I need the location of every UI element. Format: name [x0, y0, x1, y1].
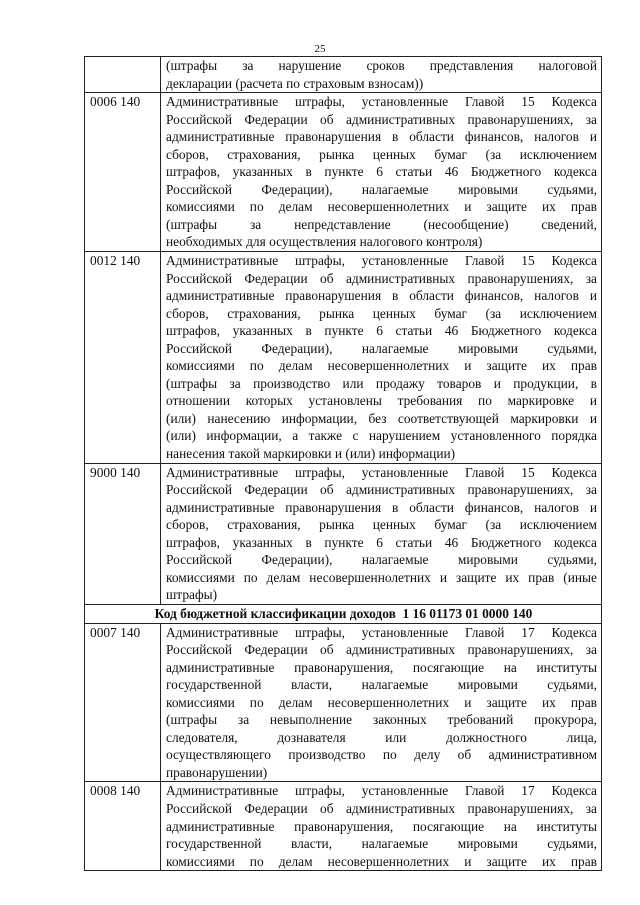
description-line: сборов, страхования, рынка ценных бумаг (за исключением — [166, 305, 597, 321]
section-code: 1 16 01173 01 0000 140 — [402, 605, 533, 621]
description-line: (штрафы за производство или продажу товаров и продукции, в — [166, 375, 597, 391]
description-line: нанесения такой маркировки и (или) информации) — [166, 446, 456, 462]
table-row — [85, 93, 602, 252]
description-line: комиссиями по делам несовершеннолетних и защите их прав (иные — [166, 569, 597, 585]
description-line: сборов, страхования, рынка ценных бумаг (за исключением — [166, 146, 597, 162]
description-line: штрафов, указанных в пункте 6 статьи 46 Бюджетного кодекса — [166, 164, 597, 180]
description-line: государственной власти, налагаемые мировыми судьями, — [166, 836, 597, 852]
description-line: комиссиями по делам несовершеннолетних и защите их прав — [166, 199, 597, 215]
description-line: отношении которых установлены требования по маркировке и — [166, 393, 597, 409]
description-line: Российской Федерации), налагаемые мировыми судьями, — [166, 340, 597, 356]
table-row — [85, 57, 602, 93]
description-line: декларации (расчета по страховым взносам)) — [166, 75, 424, 91]
row-description — [161, 57, 602, 93]
section-header-row — [85, 604, 602, 623]
row-code: 9000 140 — [85, 463, 161, 604]
description-line: Российской Федерации), налагаемые мировыми судьями, — [166, 181, 597, 197]
row-code — [85, 57, 161, 93]
description-line: Административные штрафы, установленные Главой 15 Кодекса — [166, 94, 597, 110]
row-description — [161, 252, 602, 464]
description-line: административные правонарушения в области финансов, налогов и — [166, 129, 597, 145]
description-line: Административные штрафы, установленные Главой 17 Кодекса — [166, 783, 597, 799]
description-line: следователя, дознавателя или должностного лица, — [166, 729, 597, 745]
description-line: административные правонарушения, посягающие на институты — [166, 818, 597, 834]
section-header — [85, 604, 602, 623]
description-line: Российской Федерации об административных правонарушениях, за — [166, 482, 597, 498]
table-row — [85, 782, 602, 871]
description-line: штрафы) — [166, 587, 218, 603]
description-line: комиссиями по делам несовершеннолетних и защите их прав — [166, 694, 597, 710]
row-description — [161, 93, 602, 252]
description-line: необходимых для осуществления налогового контроля) — [166, 234, 483, 250]
description-line: правонарушении) — [166, 764, 268, 780]
description-line: Российской Федерации), налагаемые мировыми судьями, — [166, 552, 597, 568]
description-line: сборов, страхования, рынка ценных бумаг (за исключением — [166, 517, 597, 533]
table-body — [85, 57, 602, 871]
row-code: 0007 140 — [85, 623, 161, 782]
description-line: (или) информации, а также с нарушением установленного порядка — [166, 428, 597, 444]
description-line: штрафов, указанных в пункте 6 статьи 46 Бюджетного кодекса — [166, 323, 597, 339]
description-line: комиссиями по делам несовершеннолетних и защите их прав — [166, 358, 597, 374]
description-line: государственной власти, налагаемые мировыми судьями, — [166, 677, 597, 693]
description-line: административные правонарушения в области финансов, налогов и — [166, 288, 597, 304]
description-line: (или) нанесению информации, без соответствующей маркировки и — [166, 410, 597, 426]
row-code: 0006 140 — [85, 93, 161, 252]
description-line: Российской Федерации об административных правонарушениях, за — [166, 642, 597, 658]
description-line: (штрафы за невыполнение законных требований прокурора, — [166, 712, 597, 728]
budget-codes-table — [84, 56, 602, 871]
description-line: административные правонарушения, посягающие на институты — [166, 659, 597, 675]
row-description — [161, 463, 602, 604]
description-line: Российской Федерации об административных правонарушениях, за — [166, 800, 597, 816]
description-line: (штрафы за непредставление (несообщение) сведений, — [166, 216, 597, 232]
row-description — [161, 782, 602, 871]
row-description — [161, 623, 602, 782]
table-row — [85, 463, 602, 604]
description-line: комиссиями по делам несовершеннолетних и защите их прав — [166, 853, 597, 869]
description-line: штрафов, указанных в пункте 6 статьи 46 Бюджетного кодекса — [166, 534, 597, 550]
description-line: (штрафы за нарушение сроков представления налоговой — [166, 58, 597, 73]
description-line: Российской Федерации об административных правонарушениях, за — [166, 270, 597, 286]
description-line: административные правонарушения в области финансов, налогов и — [166, 499, 597, 515]
description-line: Административные штрафы, установленные Главой 15 Кодекса — [166, 253, 597, 269]
row-code: 0008 140 — [85, 782, 161, 871]
table-row — [85, 623, 602, 782]
description-line: Административные штрафы, установленные Главой 17 Кодекса — [166, 624, 597, 640]
section-label: Код бюджетной классификации доходов — [154, 605, 396, 621]
row-code: 0012 140 — [85, 252, 161, 464]
description-line: осуществляющего производство по делу об административном — [166, 747, 597, 763]
description-line: Российской Федерации об административных правонарушениях, за — [166, 111, 597, 127]
page-number: 25 — [314, 43, 326, 55]
description-line: Административные штрафы, установленные Главой 15 Кодекса — [166, 464, 597, 480]
table-row — [85, 252, 602, 464]
